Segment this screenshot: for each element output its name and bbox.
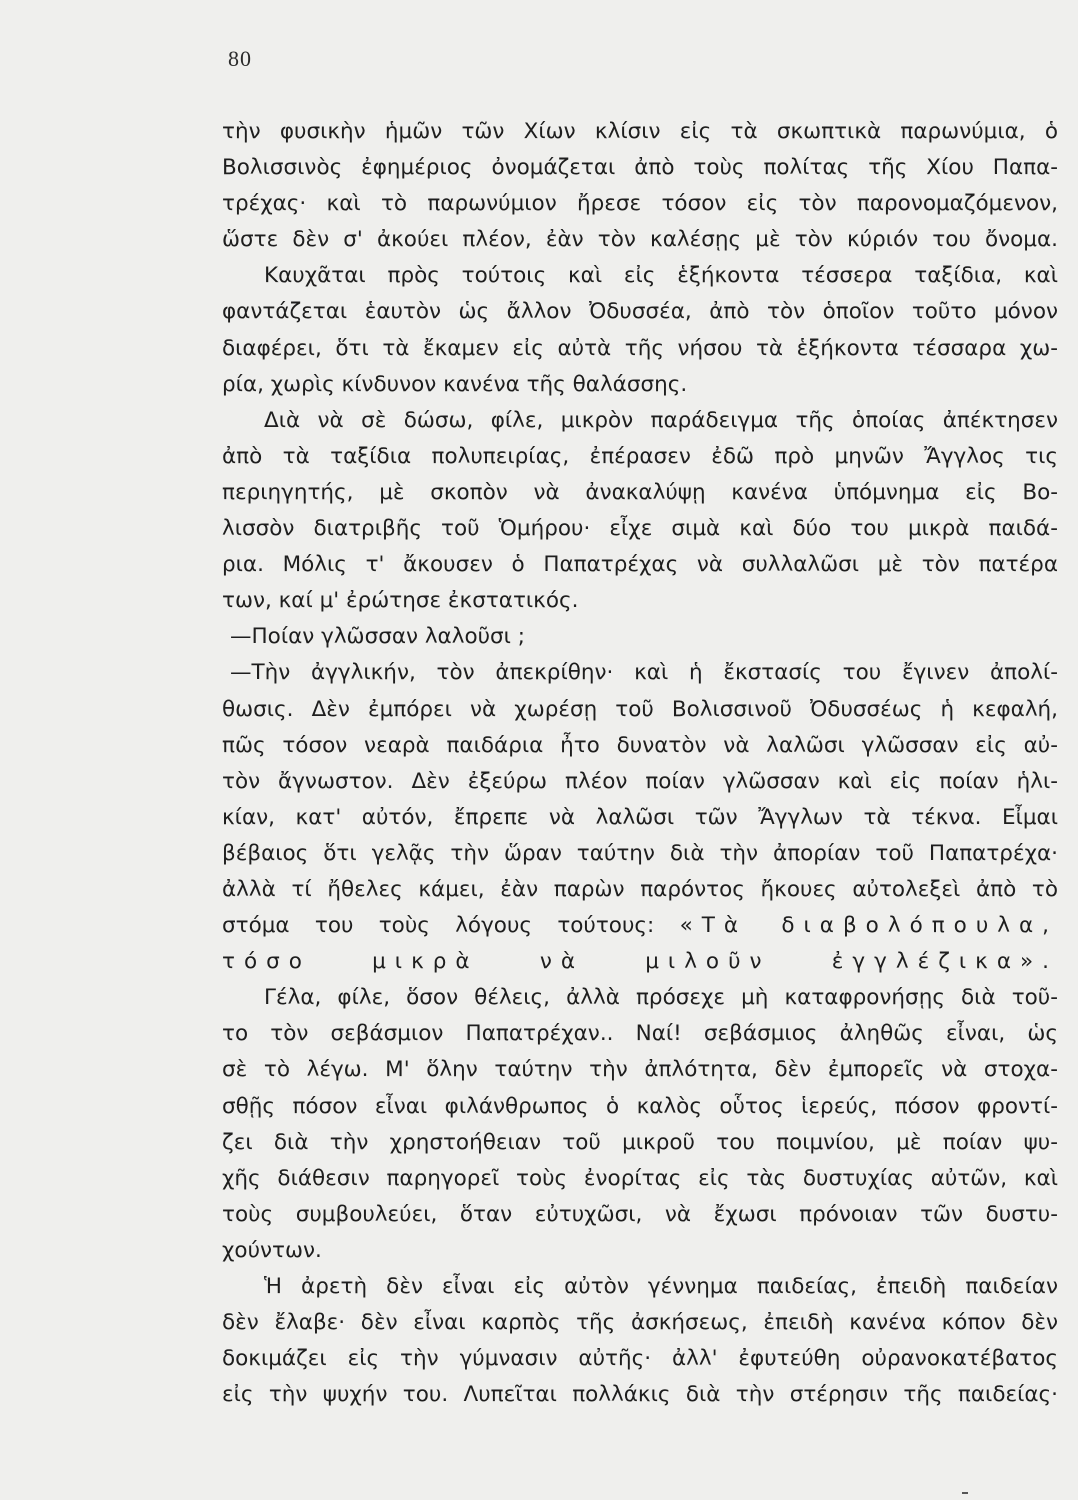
text-fragment: στόμα του τοὺς λόγους τούτους: xyxy=(222,913,655,939)
text-line: το τὸν σεβάσμιον Παπατρέχαν.. Ναί! σεβάσμιος ἀληθῶς εἶναι, ὡς xyxy=(222,1021,1058,1047)
text-line: σὲ τὸ λέγω. Μ' ὅλην ταύτην τὴν ἀπλότητα, δὲν ἐμπορεῖς νὰ στοχα- xyxy=(222,1057,1058,1083)
text-line: διαφέρει, ὅτι τὰ ἔκαμεν εἰς αὐτὰ τῆς νήσου τὰ ἑξήκοντα τέσσαρα χω- xyxy=(222,335,1058,361)
text-line: λισσὸν διατριβῆς τοῦ Ὁμήρου· εἶχε σιμὰ καὶ δύο του μικρὰ παιδά- xyxy=(222,516,1058,542)
text-line: Καυχᾶται πρὸς τούτοις καὶ εἰς ἑξήκοντα τέσσερα ταξίδια, καὶ xyxy=(264,263,1058,289)
page-number: 80 xyxy=(228,46,252,71)
text-line: σθῇς πόσον εἶναι φιλάνθρωπος ὁ καλὸς οὗτος ἱερεύς, πόσον φροντί- xyxy=(222,1093,1058,1119)
text-line: τρέχας· καὶ τὸ παρωνύμιον ἤρεσε τόσον εἰς τὸν παρονομαζόμενον, xyxy=(222,191,1058,217)
text-line: βέβαιος ὅτι γελᾷς τὴν ὥραν ταύτην διὰ τὴν ἀπορίαν τοῦ Παπατρέχα· xyxy=(222,840,1058,866)
text-line: Ἡ ἀρετὴ δὲν εἶναι εἰς αὐτὸν γέννημα παιδείας, ἐπειδὴ παιδείαν xyxy=(264,1274,1058,1299)
text-line: τὴν φυσικὴν ἡμῶν τῶν Χίων κλίσιν εἰς τὰ σκωπτικὰ παρωνύμια, ὁ xyxy=(222,119,1058,144)
text-line: τοὺς συμβουλεύει, ὅταν εὐτυχῶσι, νὰ ἔχωσι πρόνοιαν τῶν δυστυ- xyxy=(222,1201,1058,1227)
dialogue-line: —Τὴν ἀγγλικήν, τὸν ἀπεκρίθην· καὶ ἡ ἔκστασίς του ἔγινεν ἀπολί- xyxy=(230,660,1058,686)
text-line: δοκιμάζει εἰς τὴν γύμνασιν αὐτῆς· ἀλλ' ἐφυτεύθη οὐρανοκατέβατος xyxy=(222,1346,1058,1372)
body-text xyxy=(222,114,1058,1413)
text-line: πῶς τόσον νεαρὰ παιδάρια ἦτο δυνατὸν νὰ λαλῶσι γλῶσσαν εἰς αὐ- xyxy=(222,732,1058,758)
text-line: ρία, χωρὶς κίνδυνον κανένα τῆς θαλάσσης. xyxy=(222,371,688,397)
text-line: ρια. Μόλις τ' ἄκουσεν ὁ Παπατρέχας νὰ συλλαλῶσι μὲ τὸν πατέρα xyxy=(222,552,1058,578)
text-line: τὸν ἄγνωστον. Δὲν ἐξεύρω πλέον ποίαν γλῶσσαν καὶ εἰς ποίαν ἡλι- xyxy=(222,768,1058,794)
text-line: χῆς διάθεσιν παρηγορεῖ τοὺς ἐνορίτας εἰς τὰς δυστυχίας αὐτῶν, καὶ xyxy=(222,1165,1058,1191)
text-line xyxy=(222,908,1058,944)
text-line: Γέλα, φίλε, ὅσον θέλεις, ἀλλὰ πρόσεχε μὴ καταφρονήσῃς διὰ τοῦ- xyxy=(264,985,1058,1011)
text-line: των, καί μ' ἐρώτησε ἐκστατικός. xyxy=(222,588,579,614)
text-line: ὥστε δὲν σ' ἀκούει πλέον, ἐὰν τὸν καλέσῃς μὲ τὸν κύριόν του ὄνομα. xyxy=(222,227,1058,253)
text-line: ἀπὸ τὰ ταξίδια πολυπειρίας, ἐπέρασεν ἐδῶ πρὸ μηνῶν Ἄγγλος τις xyxy=(222,443,1058,469)
scan-mark xyxy=(962,1492,968,1494)
text-line: Διὰ νὰ σὲ δώσω, φίλε, μικρὸν παράδειγμα τῆς ὁποίας ἀπέκτησεν xyxy=(264,407,1058,433)
quoted-phrase: «Τὰ διαβολόπουλα, xyxy=(679,913,1058,939)
text-line: ζει διὰ τὴν χρηστοήθειαν τοῦ μικροῦ του ποιμνίου, μὲ ποίαν ψυ- xyxy=(222,1129,1058,1155)
quoted-line: τόσο μικρὰ νὰ μιλοῦν ἐγγλέζικα». xyxy=(222,949,1058,975)
text-line: θωσις. Δὲν ἐμπόρει νὰ χωρέσῃ τοῦ Βολισσινοῦ Ὀδυσσέως ἡ κεφαλή, xyxy=(222,696,1058,722)
text-line: ἀλλὰ τί ἤθελες κάμει, ἐὰν παρὼν παρόντος ἤκουες αὐτολεξεὶ ἀπὸ τὸ xyxy=(222,876,1058,902)
text-line: δὲν ἔλαβε· δὲν εἶναι καρπὸς τῆς ἀσκήσεως, ἐπειδὴ κανένα κόπον δὲν xyxy=(222,1310,1058,1336)
text-line: χούντων. xyxy=(222,1237,322,1263)
text-line: εἰς τὴν ψυχήν του. Λυπεῖται πολλάκις διὰ τὴν στέρησιν τῆς παιδείας· xyxy=(222,1382,1058,1408)
text-line: κίαν, κατ' αὐτόν, ἔπρεπε νὰ λαλῶσι τῶν Ἄγγλων τὰ τέκνα. Εἶμαι xyxy=(222,804,1058,830)
text-line: περιηγητής, μὲ σκοπὸν νὰ ἀνακαλύψῃ κανένα ὑπόμνημα εἰς Βο- xyxy=(222,479,1058,505)
text-line: Βολισσινὸς ἐφημέριος ὀνομάζεται ἀπὸ τοὺς πολίτας τῆς Χίου Παπα- xyxy=(222,155,1058,181)
dialogue-line: —Ποίαν γλῶσσαν λαλοῦσι ; xyxy=(230,624,526,650)
text-line: φαντάζεται ἑαυτὸν ὡς ἄλλον Ὀδυσσέα, ἀπὸ τὸν ὁποῖον τοῦτο μόνον xyxy=(222,299,1058,325)
